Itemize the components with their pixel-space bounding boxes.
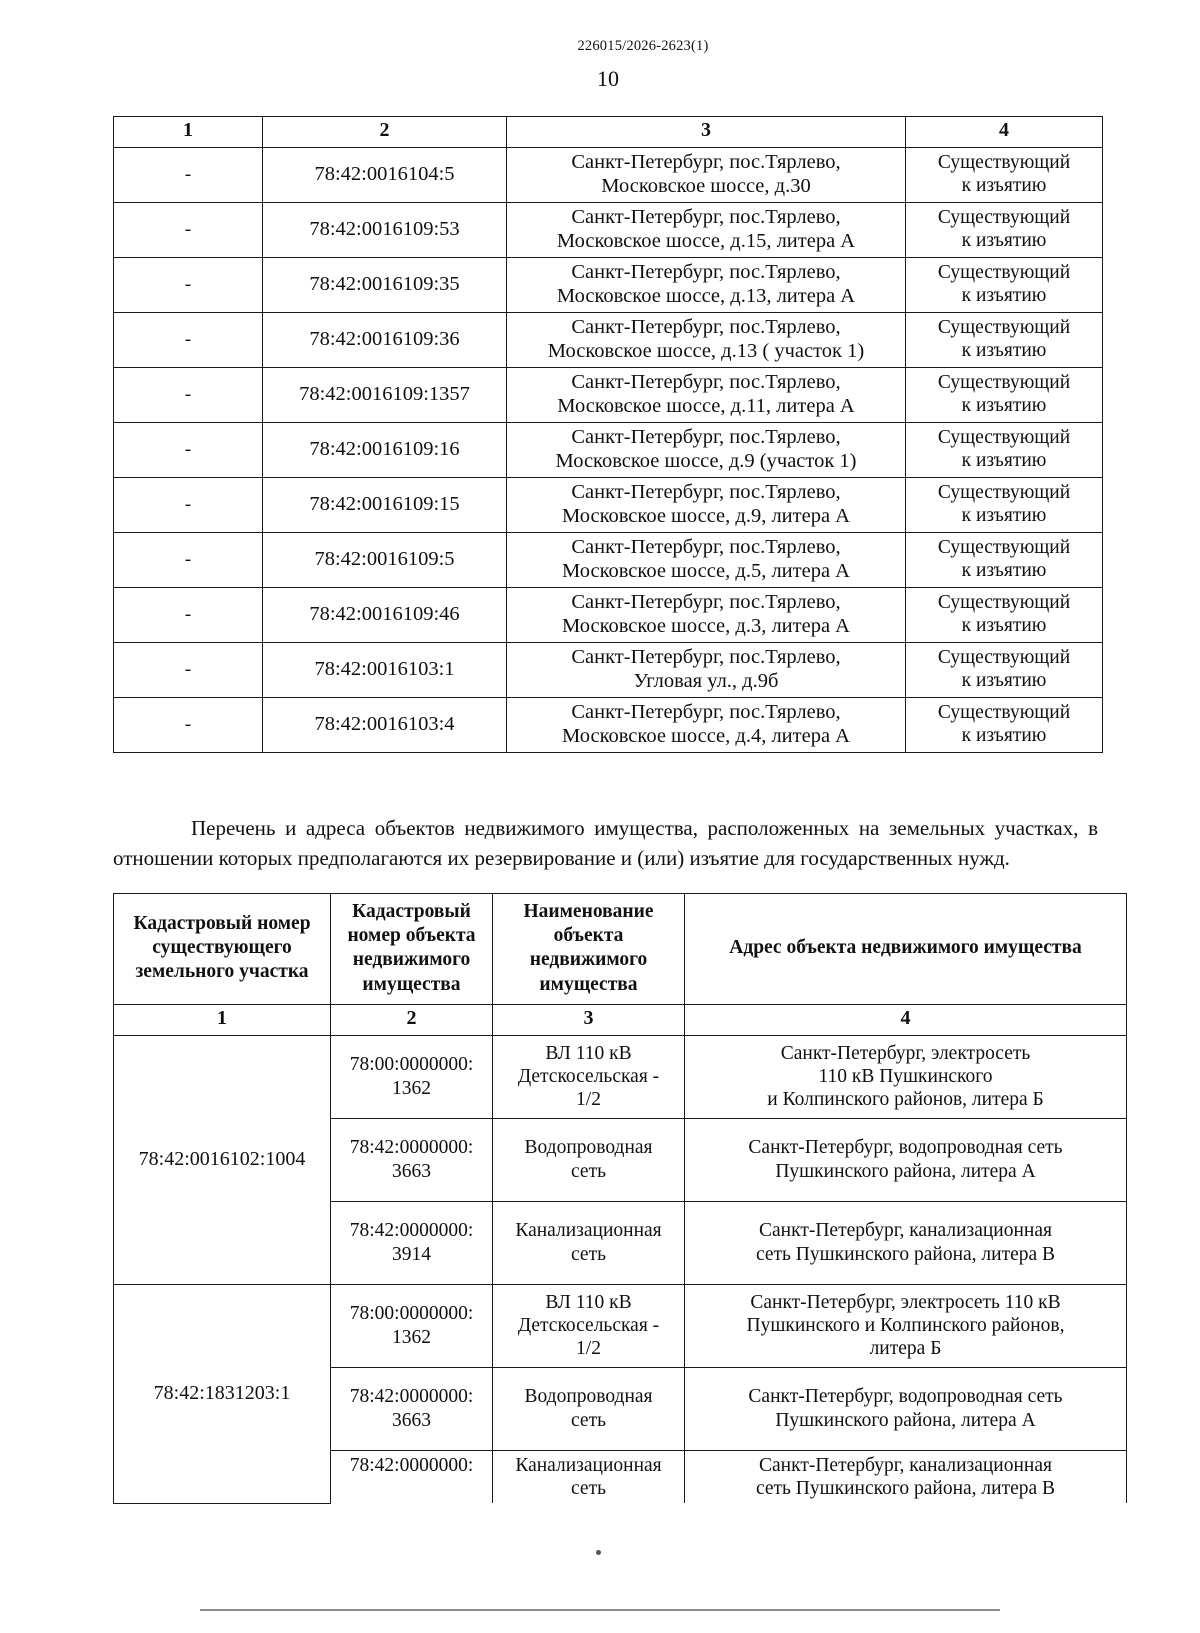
object-name	[493, 1450, 685, 1503]
address-line-2: Московское шоссе, д.9, литера А	[562, 505, 850, 527]
status-line-2: к изъятию	[961, 670, 1047, 691]
status-cell	[906, 643, 1103, 698]
header-object-name: Наименование объекта недвижимого имущества	[493, 894, 685, 1005]
status-line-1: Существующий	[937, 207, 1071, 229]
table-row	[114, 588, 1103, 643]
address-line-2: Московское шоссе, д.13 ( участок 1)	[547, 340, 865, 362]
object-name	[493, 1035, 685, 1118]
address-line-2: Московское шоссе, д.15, литера А	[556, 230, 856, 252]
object-name-line-2: Детскосельская -	[517, 1314, 660, 1336]
status-line-2: к изъятию	[961, 340, 1047, 361]
address-cell	[507, 148, 906, 203]
cadastral-number: 78:42:0016109:36	[263, 313, 507, 368]
status-line-2: к изъятию	[961, 615, 1047, 636]
object-cadastral-number	[331, 1118, 493, 1201]
status-line-2: к изъятию	[961, 285, 1047, 306]
address-line-2: Московское шоссе, д.5, литера А	[562, 560, 850, 582]
header-cadastral-parcel-number: Кадастровый номер существующего земельного участка	[114, 894, 331, 1005]
address-line-2: Московское шоссе, д.4, литера А	[562, 725, 850, 747]
status-cell	[906, 148, 1103, 203]
table-body	[114, 148, 1103, 753]
column-number-row	[114, 117, 1103, 148]
page-number: 10	[597, 66, 619, 91]
column-number-4: 4	[906, 117, 1103, 148]
object-address	[685, 1118, 1127, 1201]
table-row	[114, 1284, 1127, 1367]
address-cell	[507, 533, 906, 588]
object-address-line-1: Санкт-Петербург, водопроводная сеть	[748, 1137, 1063, 1159]
table-header	[114, 894, 1127, 1036]
object-address-line-2: 110 кВ Пушкинского	[818, 1065, 993, 1087]
object-address	[685, 1367, 1127, 1450]
object-number-line-2: 1362	[392, 1077, 431, 1099]
status-cell	[906, 423, 1103, 478]
land-parcels-table	[113, 116, 1103, 753]
object-number-line-2: 1362	[392, 1326, 431, 1348]
status-line-1: Существующий	[937, 647, 1071, 669]
object-number-line-1: 78:42:0000000:	[349, 1220, 474, 1242]
status-line-2: к изъятию	[961, 560, 1047, 581]
address-cell	[507, 203, 906, 258]
address-line-1: Санкт-Петербург, пос.Тярлево,	[571, 536, 841, 559]
object-address	[685, 1035, 1127, 1118]
status-line-1: Существующий	[937, 317, 1071, 339]
header-object-address: Адрес объекта недвижимого имущества	[685, 894, 1127, 1005]
object-name-line-2: сеть	[571, 1478, 606, 1500]
status-line-2: к изъятию	[961, 505, 1047, 526]
status-line-1: Существующий	[937, 537, 1071, 559]
column-number-2: 2	[331, 1004, 493, 1035]
cadastral-number: 78:42:0016109:53	[263, 203, 507, 258]
address-line-1: Санкт-Петербург, пос.Тярлево,	[571, 591, 841, 614]
status-cell	[906, 258, 1103, 313]
object-name-line-2: сеть	[571, 1409, 606, 1431]
row-marker: -	[114, 588, 263, 643]
status-line-1: Существующий	[937, 262, 1071, 284]
document-reference-number: 226015/2026-2623(1)	[577, 38, 709, 54]
table-row	[114, 698, 1103, 753]
object-name-line-3: 1/2	[576, 1338, 601, 1360]
table-row	[114, 643, 1103, 698]
object-address	[685, 1201, 1127, 1284]
table-header	[114, 117, 1103, 148]
object-number-line-1: 78:42:0000000:	[349, 1386, 474, 1408]
address-line-2: Угловая ул., д.9б	[633, 670, 779, 692]
address-line-1: Санкт-Петербург, пос.Тярлево,	[571, 371, 841, 394]
header-label-row	[114, 894, 1127, 1005]
cadastral-parcel-number: 78:42:0016102:1004	[114, 1035, 331, 1284]
status-line-2: к изъятию	[961, 395, 1047, 416]
address-cell	[507, 588, 906, 643]
column-number-4: 4	[685, 1004, 1127, 1035]
row-marker: -	[114, 533, 263, 588]
address-cell	[507, 698, 906, 753]
object-number-line-2: 3663	[392, 1160, 431, 1182]
cadastral-parcel-number: 78:42:1831203:1	[114, 1284, 331, 1503]
object-cadastral-number	[331, 1284, 493, 1367]
object-name-line-1: Водопроводная	[524, 1137, 653, 1159]
status-cell	[906, 478, 1103, 533]
address-line-1: Санкт-Петербург, пос.Тярлево,	[571, 206, 841, 229]
table-row	[114, 478, 1103, 533]
cadastral-number: 78:42:0016109:46	[263, 588, 507, 643]
object-number-line-1: 78:42:0000000:	[349, 1454, 474, 1476]
object-address-line-3: литера Б	[869, 1338, 942, 1360]
page-bottom-rule	[200, 1609, 1000, 1611]
table-row	[114, 533, 1103, 588]
object-address-line-2: сеть Пушкинского района, литера В	[755, 1478, 1056, 1500]
address-cell	[507, 258, 906, 313]
table-row	[114, 368, 1103, 423]
address-line-1: Санкт-Петербург, пос.Тярлево,	[571, 481, 841, 504]
object-name	[493, 1367, 685, 1450]
address-cell	[507, 478, 906, 533]
status-line-2: к изъятию	[961, 450, 1047, 471]
object-address-line-2: сеть Пушкинского района, литера В	[755, 1243, 1056, 1265]
object-name	[493, 1118, 685, 1201]
object-address	[685, 1450, 1127, 1503]
object-number-line-1: 78:42:0000000:	[349, 1137, 474, 1159]
object-name-line-1: Водопроводная	[524, 1386, 653, 1408]
status-cell	[906, 368, 1103, 423]
table-row	[114, 423, 1103, 478]
address-cell	[507, 643, 906, 698]
table-body	[114, 1035, 1127, 1503]
object-name	[493, 1284, 685, 1367]
object-name-line-3: 1/2	[576, 1089, 601, 1111]
cadastral-number: 78:42:0016104:5	[263, 148, 507, 203]
cadastral-number: 78:42:0016109:1357	[263, 368, 507, 423]
object-number-line-2: 3914	[392, 1243, 431, 1265]
status-line-2: к изъятию	[961, 230, 1047, 251]
column-number-3: 3	[507, 117, 906, 148]
address-line-2: Московское шоссе, д.9 (участок 1)	[555, 450, 857, 472]
cadastral-number: 78:42:0016109:35	[263, 258, 507, 313]
object-address-line-2: Пушкинского и Колпинского районов,	[746, 1314, 1065, 1336]
row-marker: -	[114, 368, 263, 423]
object-name	[493, 1201, 685, 1284]
cadastral-number: 78:42:0016103:4	[263, 698, 507, 753]
intro-paragraph: Перечень и адреса объектов недвижимого имущества, расположенных на земельных участках, в отношении которых предполагаются их резервирование и (или) изъятие для государственных нужд.	[113, 816, 1098, 870]
status-cell	[906, 313, 1103, 368]
address-line-2: Московское шоссе, д.3, литера А	[562, 615, 850, 637]
object-address-line-1: Санкт-Петербург, водопроводная сеть	[748, 1386, 1063, 1408]
object-name-line-1: ВЛ 110 кВ	[545, 1291, 632, 1313]
table-row	[114, 258, 1103, 313]
row-marker: -	[114, 643, 263, 698]
status-line-1: Существующий	[937, 702, 1071, 724]
object-cadastral-number	[331, 1201, 493, 1284]
table-row	[114, 203, 1103, 258]
table-row	[114, 148, 1103, 203]
real-estate-objects-table	[113, 893, 1127, 1504]
object-name-line-1: Канализационная	[515, 1220, 662, 1242]
real-estate-objects-table-wrapper	[113, 893, 1098, 1504]
object-address-line-2: Пушкинского района, литера А	[775, 1160, 1036, 1182]
object-address-line-1: Санкт-Петербург, электросеть	[780, 1042, 1031, 1064]
object-name-line-1: Канализационная	[515, 1454, 662, 1476]
address-line-2: Московское шоссе, д.30	[601, 175, 811, 197]
object-cadastral-number	[331, 1367, 493, 1450]
column-number-3: 3	[493, 1004, 685, 1035]
column-number-1: 1	[114, 117, 263, 148]
land-parcels-table-wrapper	[113, 116, 1098, 753]
object-name-line-2: сеть	[571, 1160, 606, 1182]
status-line-1: Существующий	[937, 592, 1071, 614]
address-cell	[507, 423, 906, 478]
address-line-1: Санкт-Петербург, пос.Тярлево,	[571, 426, 841, 449]
cadastral-number: 78:42:0016109:15	[263, 478, 507, 533]
status-cell	[906, 533, 1103, 588]
cadastral-number: 78:42:0016109:16	[263, 423, 507, 478]
row-marker: -	[114, 478, 263, 533]
row-marker: -	[114, 698, 263, 753]
object-address-line-1: Санкт-Петербург, электросеть 110 кВ	[750, 1291, 1061, 1313]
object-number-line-2: 3663	[392, 1409, 431, 1431]
row-marker: -	[114, 148, 263, 203]
status-line-1: Существующий	[937, 152, 1071, 174]
address-cell	[507, 313, 906, 368]
column-number-1: 1	[114, 1004, 331, 1035]
cadastral-number: 78:42:0016103:1	[263, 643, 507, 698]
row-marker: -	[114, 313, 263, 368]
object-name-line-2: сеть	[571, 1243, 606, 1265]
status-line-1: Существующий	[937, 482, 1071, 504]
status-cell	[906, 203, 1103, 258]
object-address-line-1: Санкт-Петербург, канализационная	[759, 1454, 1052, 1476]
address-line-1: Санкт-Петербург, пос.Тярлево,	[571, 261, 841, 284]
status-line-1: Существующий	[937, 372, 1071, 394]
address-line-2: Московское шоссе, д.13, литера А	[556, 285, 856, 307]
object-address	[685, 1284, 1127, 1367]
object-cadastral-number	[331, 1035, 493, 1118]
status-line-1: Существующий	[937, 427, 1071, 449]
object-number-line-1: 78:00:0000000:	[349, 1054, 474, 1076]
object-cadastral-number	[331, 1450, 493, 1503]
object-address-line-3: и Колпинского районов, литера Б	[767, 1089, 1044, 1111]
table-row	[114, 1035, 1127, 1118]
row-marker: -	[114, 423, 263, 478]
row-marker: -	[114, 258, 263, 313]
address-line-2: Московское шоссе, д.11, литера А	[557, 395, 855, 417]
address-line-1: Санкт-Петербург, пос.Тярлево,	[571, 316, 841, 339]
scan-artifact-dot	[596, 1550, 601, 1555]
status-cell	[906, 698, 1103, 753]
column-number-row	[114, 1004, 1127, 1035]
status-line-2: к изъятию	[961, 175, 1047, 196]
address-line-1: Санкт-Петербург, пос.Тярлево,	[571, 151, 841, 174]
address-cell	[507, 368, 906, 423]
object-address-line-1: Санкт-Петербург, канализационная	[759, 1220, 1052, 1242]
object-address-line-2: Пушкинского района, литера А	[775, 1409, 1036, 1431]
address-line-1: Санкт-Петербург, пос.Тярлево,	[571, 646, 841, 669]
status-line-2: к изъятию	[961, 725, 1047, 746]
row-marker: -	[114, 203, 263, 258]
status-cell	[906, 588, 1103, 643]
cadastral-number: 78:42:0016109:5	[263, 533, 507, 588]
object-name-line-2: Детскосельская -	[517, 1065, 660, 1087]
column-number-2: 2	[263, 117, 507, 148]
header-cadastral-object-number: Кадастровый номер объекта недвижимого имущества	[331, 894, 493, 1005]
table-row	[114, 313, 1103, 368]
object-number-line-1: 78:00:0000000:	[349, 1303, 474, 1325]
object-name-line-1: ВЛ 110 кВ	[545, 1042, 632, 1064]
address-line-1: Санкт-Петербург, пос.Тярлево,	[571, 701, 841, 724]
